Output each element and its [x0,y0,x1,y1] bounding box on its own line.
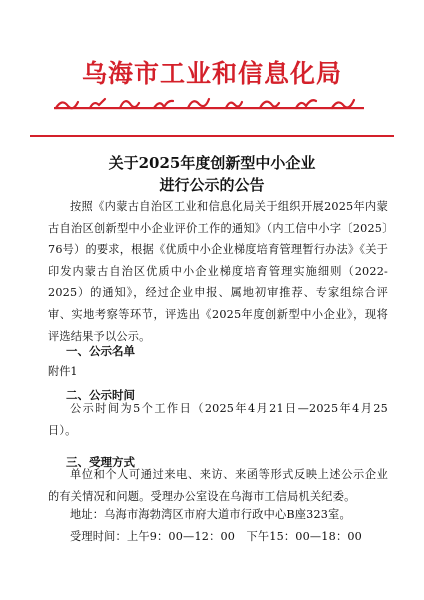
intro-paragraph: 按照《内蒙古自治区工业和信息化局关于组织开展2025年内蒙古自治区创新型中小企业评价工作的通知》（内工信中小字〔2025〕76号）的要求，根据《优质中小企业梯度培育管理暂行办法》《关于印发内蒙古自治区优质中小企业梯度培育管理实施细则（2022-2025）的通知》，经过企业申报、属地初审推荐、专家组综合评审、实地考察等环节，评选出《2025年度创新型中小企业》，现将评选结果予以公示。 [48,200,388,343]
hours-line: 受理时间：上午9：00—12：00 下午15：00—18：00 [70,530,362,543]
address-line: 地址：乌海市海勃湾区市府大道市行政中心B座323室。 [70,508,351,521]
section-heading-list: 一、公示名单 [66,344,135,358]
channel-paragraph: 单位和个人可通过来电、来访、来函等形式反映上述公示企业的有关情况和问题。受理办公室设在乌海市工信局机关纪委。 [48,468,388,503]
document-title-line2: 进行公示的公告 [159,176,265,194]
letterhead-divider [30,135,394,137]
letterhead-org-name: 乌海市工业和信息化局 [81,59,342,88]
document-title-line1: 关于2025年度创新型中小企业 [108,154,316,172]
time-paragraph: 公示时间为5个工作日（2025年4月21日—2025年4月25日）。 [48,402,388,437]
section-heading-channel: 三、受理方式 [66,455,135,469]
section-heading-time: 二、公示时间 [66,388,135,402]
attachment-label: 附件1 [48,365,78,378]
mongolian-script-emblem [50,92,374,114]
